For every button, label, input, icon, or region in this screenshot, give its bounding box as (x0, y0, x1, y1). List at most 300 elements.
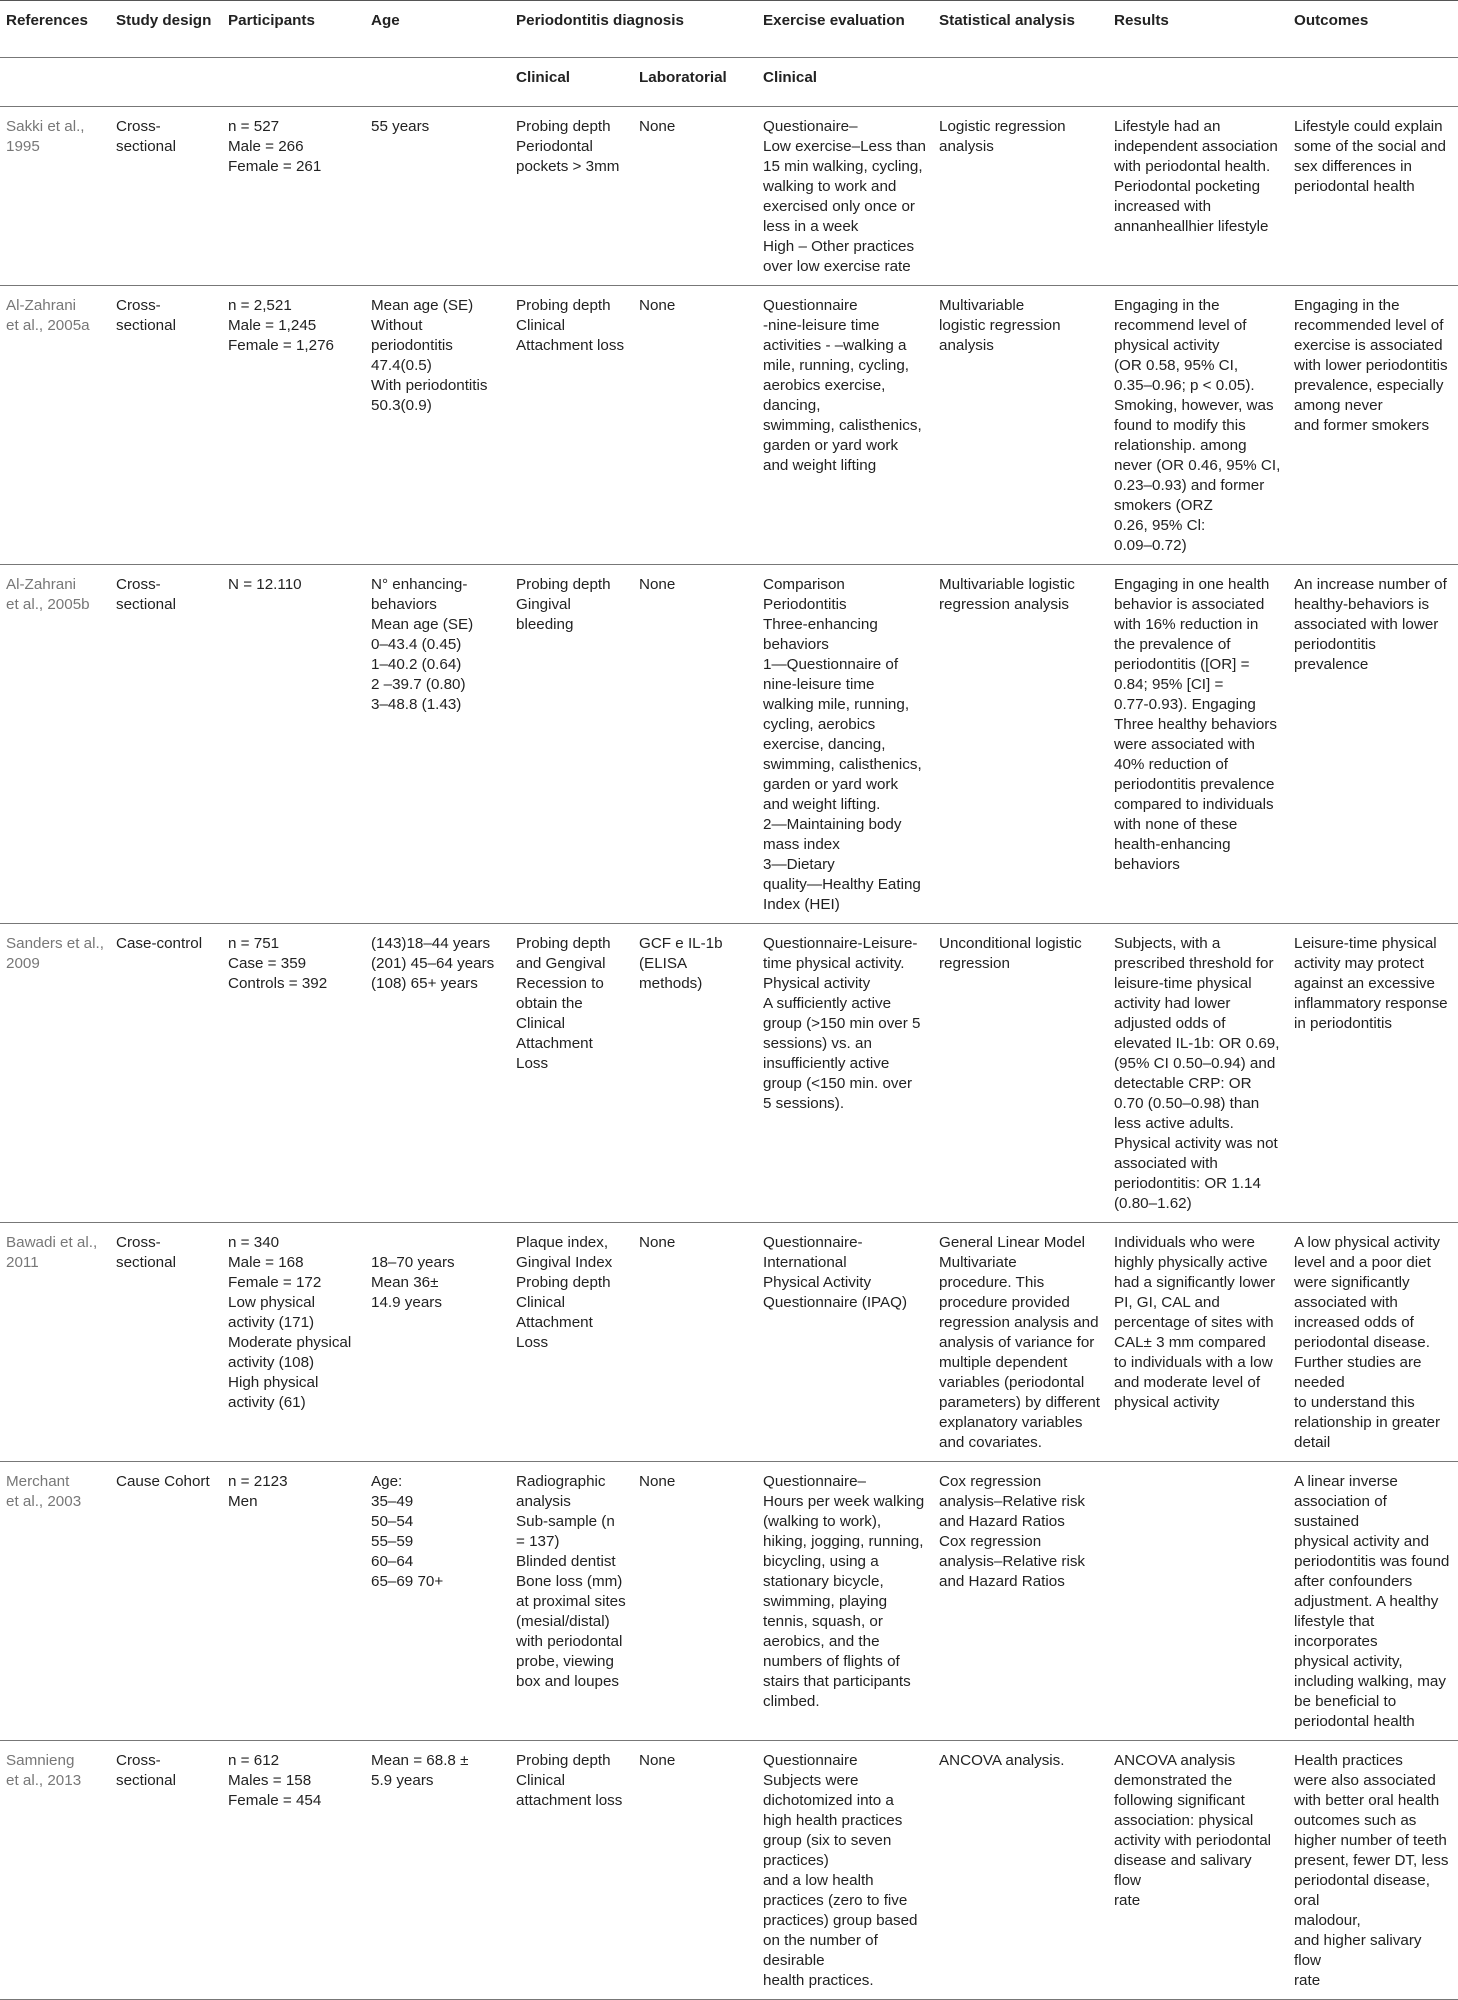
cell-line: sessions) vs. an (763, 1035, 872, 1052)
subheader-empty (365, 58, 510, 107)
cell-line: Probing depth (516, 118, 611, 135)
cell-line: physical activity and (1294, 1533, 1430, 1550)
cell-line: n = 2,521 (228, 297, 292, 314)
cell-line: n = 2123 (228, 1473, 288, 1490)
cell-line: with better oral health (1294, 1792, 1440, 1809)
cell-line: 2—Maintaining body (763, 816, 902, 833)
cell-line: had a significantly lower (1114, 1274, 1276, 1291)
cell-line: adjustment. A healthy (1294, 1593, 1439, 1610)
cell-line: stationary bicycle, (763, 1573, 884, 1590)
cell-line: Comparison (763, 576, 845, 593)
cell-line: et al., 2013 (6, 1772, 82, 1789)
cell-line: parameters) by different (939, 1394, 1100, 1411)
cell-line: association of sustained (1294, 1493, 1387, 1530)
cell-line: Men (228, 1493, 258, 1510)
cell-line: n = 527 (228, 118, 280, 135)
header-periodontitis-diagnosis: Periodontitis diagnosis (510, 1, 757, 58)
cell-line: 55–59 (371, 1533, 414, 1550)
cell-line: relationship. among (1114, 437, 1247, 454)
cell-statistical-analysis (933, 1741, 1108, 2000)
header-exercise-evaluation: Exercise evaluation (757, 1, 933, 58)
cell-reference (0, 1462, 110, 1741)
cell-clinical-diagnosis (510, 1462, 633, 1741)
cell-line: Physical activity was not (1114, 1135, 1278, 1152)
cell-line: Periodontal (516, 138, 593, 155)
cell-line: health-enhancing (1114, 836, 1231, 853)
cell-line: and Hazard Ratios (939, 1513, 1065, 1530)
cell-clinical-diagnosis (510, 1741, 633, 2000)
cell-line: group (<150 min. over (763, 1075, 913, 1092)
cell-line: relationship in greater (1294, 1414, 1441, 1431)
cell-line: exercise is associated (1294, 337, 1443, 354)
cell-line: insufficiently active (763, 1055, 890, 1072)
subheader-empty (222, 58, 365, 107)
cell-statistical-analysis (933, 565, 1108, 924)
cell-line: With periodontitis (371, 377, 488, 394)
cell-line: Case-control (116, 935, 203, 952)
cell-line: rate (1114, 1892, 1141, 1909)
cell-line: behaviors (371, 596, 437, 613)
cell-line: Logistic regression (939, 118, 1066, 135)
cell-line: None (639, 576, 676, 593)
cell-line: Subjects were (763, 1772, 859, 1789)
cell-line: with 16% reduction in (1114, 616, 1259, 633)
cell-line: Probing depth (516, 297, 611, 314)
subheader-empty (0, 58, 110, 107)
cell-study-design (110, 1741, 222, 2000)
cell-line: (walking to work), (763, 1513, 882, 1530)
cell-line: healthy-behaviors is (1294, 596, 1430, 613)
cell-line: Mean age (SE) (371, 297, 474, 314)
cell-line: Questionnaire (763, 1752, 858, 1769)
cell-line: 65–69 70+ (371, 1573, 444, 1590)
cell-line: following significant (1114, 1792, 1245, 1809)
cell-exercise-evaluation (757, 1741, 933, 2000)
cell-line: ANCOVA analysis (1114, 1752, 1236, 1769)
cell-line: swimming, calisthenics, (763, 756, 922, 773)
cell-results (1108, 1741, 1288, 2000)
subheader-exercise-clinical: Clinical (757, 58, 933, 107)
cell-laboratorial-diagnosis (633, 924, 757, 1223)
cell-line: exercised only once or (763, 198, 915, 215)
cell-line: prevalence, especially (1294, 377, 1444, 394)
cell-line: and weight lifting. (763, 796, 881, 813)
cell-line: Low exercise–Less than (763, 138, 926, 155)
cell-line: = 137) (516, 1533, 560, 1550)
cell-line: periodontal health (1294, 178, 1415, 195)
cell-line: less active adults. (1114, 1115, 1234, 1132)
cell-line: independent association (1114, 138, 1278, 155)
cell-line: 0.26, 95% Cl: (1114, 517, 1206, 534)
cell-statistical-analysis (933, 107, 1108, 286)
cell-line: (mesial/distal) (516, 1613, 610, 1630)
cell-line: Questionnaire (IPAQ) (763, 1294, 908, 1311)
cell-line: 3–48.8 (1.43) (371, 696, 462, 713)
cell-line: recommend level of (1114, 317, 1247, 334)
cell-reference (0, 1741, 110, 2000)
cell-line: Periodontal pocketing (1114, 178, 1261, 195)
cell-line: association: physical (1114, 1812, 1254, 1829)
cell-line: (143)18–44 years (371, 935, 491, 952)
cell-line: activity with periodontal (1114, 1832, 1272, 1849)
cell-line: analysis of variance for (939, 1334, 1095, 1351)
cell-line: Male = 168 (228, 1254, 304, 1271)
cell-line: 1–40.2 (0.64) (371, 656, 462, 673)
cell-line: physical activity, (1294, 1653, 1403, 1670)
cell-line: Cross- (116, 1234, 161, 1251)
cell-line: Mean = 68.8 ± (371, 1752, 469, 1769)
cell-line: and weight lifting (763, 457, 877, 474)
table-row (0, 924, 1458, 1223)
cell-line: activity may protect (1294, 955, 1424, 972)
cell-line: and moderate level of (1114, 1374, 1261, 1391)
subheader-empty (1288, 58, 1458, 107)
cell-reference (0, 1223, 110, 1462)
table-row (0, 1741, 1458, 2000)
cell-line: n = 751 (228, 935, 280, 952)
cell-line: percentage of sites with (1114, 1314, 1274, 1331)
cell-line: behaviors (1114, 856, 1180, 873)
cell-line: activity (61) (228, 1394, 306, 1411)
cell-laboratorial-diagnosis (633, 1223, 757, 1462)
cell-line: 0.70 (0.50–0.98) than (1114, 1095, 1260, 1112)
cell-line: Plaque index, (516, 1234, 609, 1251)
cell-participants (222, 924, 365, 1223)
cell-line: level and a poor diet (1294, 1254, 1431, 1271)
cell-results (1108, 286, 1288, 565)
cell-line: activities - –walking a (763, 337, 907, 354)
cell-line: et al., 2005b (6, 596, 90, 613)
cell-line: activity (108) (228, 1354, 315, 1371)
cell-laboratorial-diagnosis (633, 1741, 757, 2000)
cell-line: less in a week (763, 218, 859, 235)
cell-results (1108, 1462, 1288, 1741)
cell-clinical-diagnosis (510, 286, 633, 565)
cell-line (371, 1233, 504, 1253)
cell-line: rate (1294, 1972, 1321, 1989)
cell-line: et al., 2005a (6, 317, 90, 334)
cell-line: 50.3(0.9) (371, 397, 432, 414)
cell-line: 3—Dietary (763, 856, 835, 873)
cell-line: demonstrated the (1114, 1772, 1233, 1789)
cell-line: periodontitis ([OR] = (1114, 656, 1250, 673)
cell-line: 1—Questionnaire of (763, 656, 899, 673)
cell-line: increased odds of (1294, 1314, 1414, 1331)
cell-line: time physical activity. (763, 955, 905, 972)
cell-line: analysis–Relative risk (939, 1493, 1086, 1510)
cell-line: inflammatory response (1294, 995, 1448, 1012)
cell-line: Cause Cohort (116, 1473, 210, 1490)
cell-line: smokers (ORZ (1114, 497, 1213, 514)
cell-line: Mean 36± (371, 1274, 439, 1291)
cell-line: over low exercise rate (763, 258, 911, 275)
cell-outcomes (1288, 1462, 1458, 1741)
cell-line: Female = 172 (228, 1274, 322, 1291)
cell-line: Low physical (228, 1294, 315, 1311)
cell-line: desirable (763, 1952, 825, 1969)
cell-line: Clinical (516, 1015, 565, 1032)
cell-line: et al., 2003 (6, 1493, 82, 1510)
cell-line: including walking, may (1294, 1673, 1446, 1690)
table-row (0, 1462, 1458, 1741)
cell-line: Engaging in the (1294, 297, 1400, 314)
cell-age (365, 1741, 510, 2000)
cell-line: with periodontal (516, 1633, 623, 1650)
cell-line: A linear inverse (1294, 1473, 1398, 1490)
cell-line: Cross- (116, 297, 161, 314)
cell-line: sectional (116, 1254, 176, 1271)
cell-line: periodontitis prevalence (1294, 636, 1376, 673)
cell-line: practices) group based (763, 1912, 918, 1929)
cell-line: 0.84; 95% [CI] = (1114, 676, 1224, 693)
cell-line: lifestyle that incorporates (1294, 1613, 1378, 1650)
cell-line: N° enhancing- (371, 576, 468, 593)
cell-line: annanheallhier lifestyle (1114, 218, 1269, 235)
cell-line: Case = 359 (228, 955, 307, 972)
cell-line: Sub-sample (n (516, 1513, 615, 1530)
cell-line: regression analysis and (939, 1314, 1099, 1331)
cell-line: Gingival (516, 596, 571, 613)
cell-line: 2011 (6, 1254, 39, 1271)
cell-line: with none of these (1114, 816, 1238, 833)
cell-line: group (six to seven (763, 1832, 892, 1849)
cell-line: periodontal health (1294, 1713, 1415, 1730)
cell-line: periodontitis was found (1294, 1553, 1450, 1570)
cell-line: and Gengival (516, 955, 606, 972)
cell-line: International (763, 1254, 847, 1271)
cell-line: exercise, dancing, (763, 736, 886, 753)
cell-line: walking to work and (763, 178, 897, 195)
cell-line: dichotomized into a (763, 1792, 894, 1809)
cell-line: Questionnaire (763, 297, 858, 314)
cell-line: aerobics, and the (763, 1633, 880, 1650)
cell-line: Samnieng (6, 1752, 75, 1769)
cell-line: recommended level of (1294, 317, 1444, 334)
cell-line: and former smokers (1294, 417, 1430, 434)
cell-line: Probing depth (516, 1752, 611, 1769)
subheader-laboratorial: Laboratorial (633, 58, 757, 107)
cell-line: Health practices (1294, 1752, 1403, 1769)
cell-line: to understand this (1294, 1394, 1415, 1411)
cell-line: 55 years (371, 118, 430, 135)
cell-line: Cox regression (939, 1533, 1042, 1550)
cell-line: practices) (763, 1852, 829, 1869)
cell-line: physical activity (1114, 337, 1220, 354)
cell-line: Questionnaire– (763, 1473, 867, 1490)
cell-line: garden or yard work (763, 437, 899, 454)
cell-line: Three-enhancing (763, 616, 878, 633)
cell-statistical-analysis (933, 286, 1108, 565)
cell-line: None (639, 297, 676, 314)
header-references: References (0, 1, 110, 58)
cell-line: mass index (763, 836, 840, 853)
cell-line: Clinical (516, 317, 565, 334)
cell-line: activity had lower (1114, 995, 1231, 1012)
cell-laboratorial-diagnosis (633, 107, 757, 286)
cell-line: swimming, calisthenics, (763, 417, 922, 434)
cell-line: aerobics exercise, (763, 377, 886, 394)
cell-line: Males = 158 (228, 1772, 312, 1789)
cell-line: malodour, (1294, 1912, 1361, 1929)
cell-line: associated with (1294, 1294, 1398, 1311)
cell-line: health practices. (763, 1972, 874, 1989)
cell-line: walking mile, running, (763, 696, 910, 713)
cell-line: logistic regression (939, 317, 1061, 334)
cell-exercise-evaluation (757, 1223, 933, 1462)
header-statistical-analysis: Statistical analysis (933, 1, 1108, 58)
cell-line: highly physically active (1114, 1254, 1268, 1271)
cell-line: N = 12.110 (228, 576, 302, 593)
cell-line: Clinical (516, 1772, 565, 1789)
cell-line: 0.35–0.96; p < 0.05). (1114, 377, 1255, 394)
cell-line: needed (1294, 1374, 1345, 1391)
cell-line: Female = 454 (228, 1792, 322, 1809)
cell-line: (201) 45–64 years (371, 955, 495, 972)
cell-line: at proximal sites (516, 1593, 626, 1610)
cell-clinical-diagnosis (510, 565, 633, 924)
cell-line: (0.80–1.62) (1114, 1195, 1192, 1212)
cell-line: attachment loss (516, 1792, 623, 1809)
cell-line: 60–64 (371, 1553, 414, 1570)
cell-reference (0, 924, 110, 1223)
cell-line: the prevalence of (1114, 636, 1231, 653)
cell-age (365, 1462, 510, 1741)
cell-line: 35–49 (371, 1493, 414, 1510)
cell-participants (222, 1741, 365, 2000)
cell-line: CAL± 3 mm compared (1114, 1334, 1266, 1351)
cell-line: after confounders (1294, 1573, 1413, 1590)
cell-line: Multivariable (939, 297, 1025, 314)
cell-laboratorial-diagnosis (633, 565, 757, 924)
cell-exercise-evaluation (757, 924, 933, 1223)
cell-line: Probing depth (516, 1274, 611, 1291)
cell-line: analysis (939, 337, 994, 354)
cell-line: regression analysis (939, 596, 1069, 613)
cell-line: Bone loss (mm) (516, 1573, 623, 1590)
cell-results (1108, 924, 1288, 1223)
cell-results (1108, 565, 1288, 924)
cell-line: methods) (639, 975, 703, 992)
cell-line: 0–43.4 (0.45) (371, 636, 462, 653)
cell-line: group (>150 min over 5 (763, 1015, 921, 1032)
cell-outcomes (1288, 1741, 1458, 2000)
header-results: Results (1108, 1, 1288, 58)
cell-line: higher number of teeth (1294, 1832, 1447, 1849)
cell-line: (ELISA (639, 955, 688, 972)
cell-line: periodontal disease, oral (1294, 1872, 1430, 1909)
cell-line: obtain the (516, 995, 583, 1012)
cell-line: General Linear Model (939, 1234, 1086, 1251)
cell-line: Clinical (516, 1294, 565, 1311)
cell-study-design (110, 107, 222, 286)
cell-age (365, 286, 510, 565)
cell-line: Further studies are (1294, 1354, 1422, 1371)
cell-line: with lower periodontitis (1294, 357, 1448, 374)
cell-line: 18–70 years (371, 1254, 455, 1271)
cell-line: 47.4(0.5) (371, 357, 432, 374)
cell-line: hiking, jogging, running, (763, 1533, 924, 1550)
cell-line: present, fewer DT, less (1294, 1852, 1449, 1869)
cell-participants (222, 286, 365, 565)
cell-line: Without (371, 317, 423, 334)
table-body (0, 107, 1458, 2000)
cell-study-design (110, 924, 222, 1223)
cell-line: physical activity (1114, 1394, 1220, 1411)
cell-line: PI, GI, CAL and (1114, 1294, 1220, 1311)
cell-line: Leisure-time physical (1294, 935, 1437, 952)
header-age: Age (365, 1, 510, 58)
cell-line: Questionaire– (763, 118, 858, 135)
cell-statistical-analysis (933, 1223, 1108, 1462)
cell-line: Moderate physical (228, 1334, 352, 1351)
cell-line: found to modify this (1114, 417, 1246, 434)
cell-study-design (110, 286, 222, 565)
cell-line: periodontitis prevalence (1114, 776, 1275, 793)
cell-line: cycling, aerobics (763, 716, 876, 733)
subheader-empty (933, 58, 1108, 107)
cell-line: A low physical activity (1294, 1234, 1441, 1251)
cell-line: Loss (516, 1334, 549, 1351)
cell-line: sex differences in (1294, 158, 1412, 175)
cell-line: Merchant (6, 1473, 70, 1490)
cell-outcomes (1288, 924, 1458, 1223)
subheader-empty (1108, 58, 1288, 107)
cell-line: Female = 1,276 (228, 337, 334, 354)
cell-line: 5.9 years (371, 1772, 434, 1789)
cell-outcomes (1288, 286, 1458, 565)
cell-line: tennis, squash, or (763, 1613, 883, 1630)
cell-reference (0, 107, 110, 286)
cell-line: to individuals with a low (1114, 1354, 1273, 1371)
cell-reference (0, 565, 110, 924)
cell-line: on the number of (763, 1932, 878, 1949)
cell-line: Attachment (516, 1314, 593, 1331)
header-study-design: Study design (110, 1, 222, 58)
cell-line: None (639, 1473, 676, 1490)
cell-line: 0.09–0.72) (1114, 537, 1187, 554)
cell-line: Sakki et al., (6, 118, 85, 135)
cell-line: periodontitis: OR 1.14 (1114, 1175, 1261, 1192)
cell-laboratorial-diagnosis (633, 1462, 757, 1741)
cell-line: Multivariate (939, 1254, 1017, 1271)
cell-line: GCF e IL-1b (639, 935, 723, 952)
cell-line: prescribed threshold for (1114, 955, 1274, 972)
cell-clinical-diagnosis (510, 924, 633, 1223)
cell-line: Age: (371, 1473, 403, 1490)
cell-line: None (639, 1234, 676, 1251)
cell-line: Blinded dentist (516, 1553, 616, 1570)
cell-line: probe, viewing (516, 1653, 614, 1670)
cell-line: were also associated (1294, 1772, 1436, 1789)
cell-line: Cross- (116, 118, 161, 135)
cell-line: 5 sessions). (763, 1095, 845, 1112)
cell-participants (222, 1223, 365, 1462)
cell-line: Al-Zahrani (6, 297, 77, 314)
cell-line: regression (939, 955, 1010, 972)
table-row (0, 1223, 1458, 1462)
cell-line: Unconditional logistic (939, 935, 1082, 952)
cell-line: increased with (1114, 198, 1212, 215)
cell-line: detectable CRP: OR (1114, 1075, 1252, 1092)
cell-clinical-diagnosis (510, 1223, 633, 1462)
cell-line: 40% reduction of (1114, 756, 1228, 773)
cell-line: Engaging in the (1114, 297, 1220, 314)
cell-study-design (110, 1223, 222, 1462)
cell-line: 50–54 (371, 1513, 414, 1530)
cell-line: stairs that participants (763, 1673, 911, 1690)
cell-participants (222, 565, 365, 924)
cell-line: Index (HEI) (763, 896, 840, 913)
